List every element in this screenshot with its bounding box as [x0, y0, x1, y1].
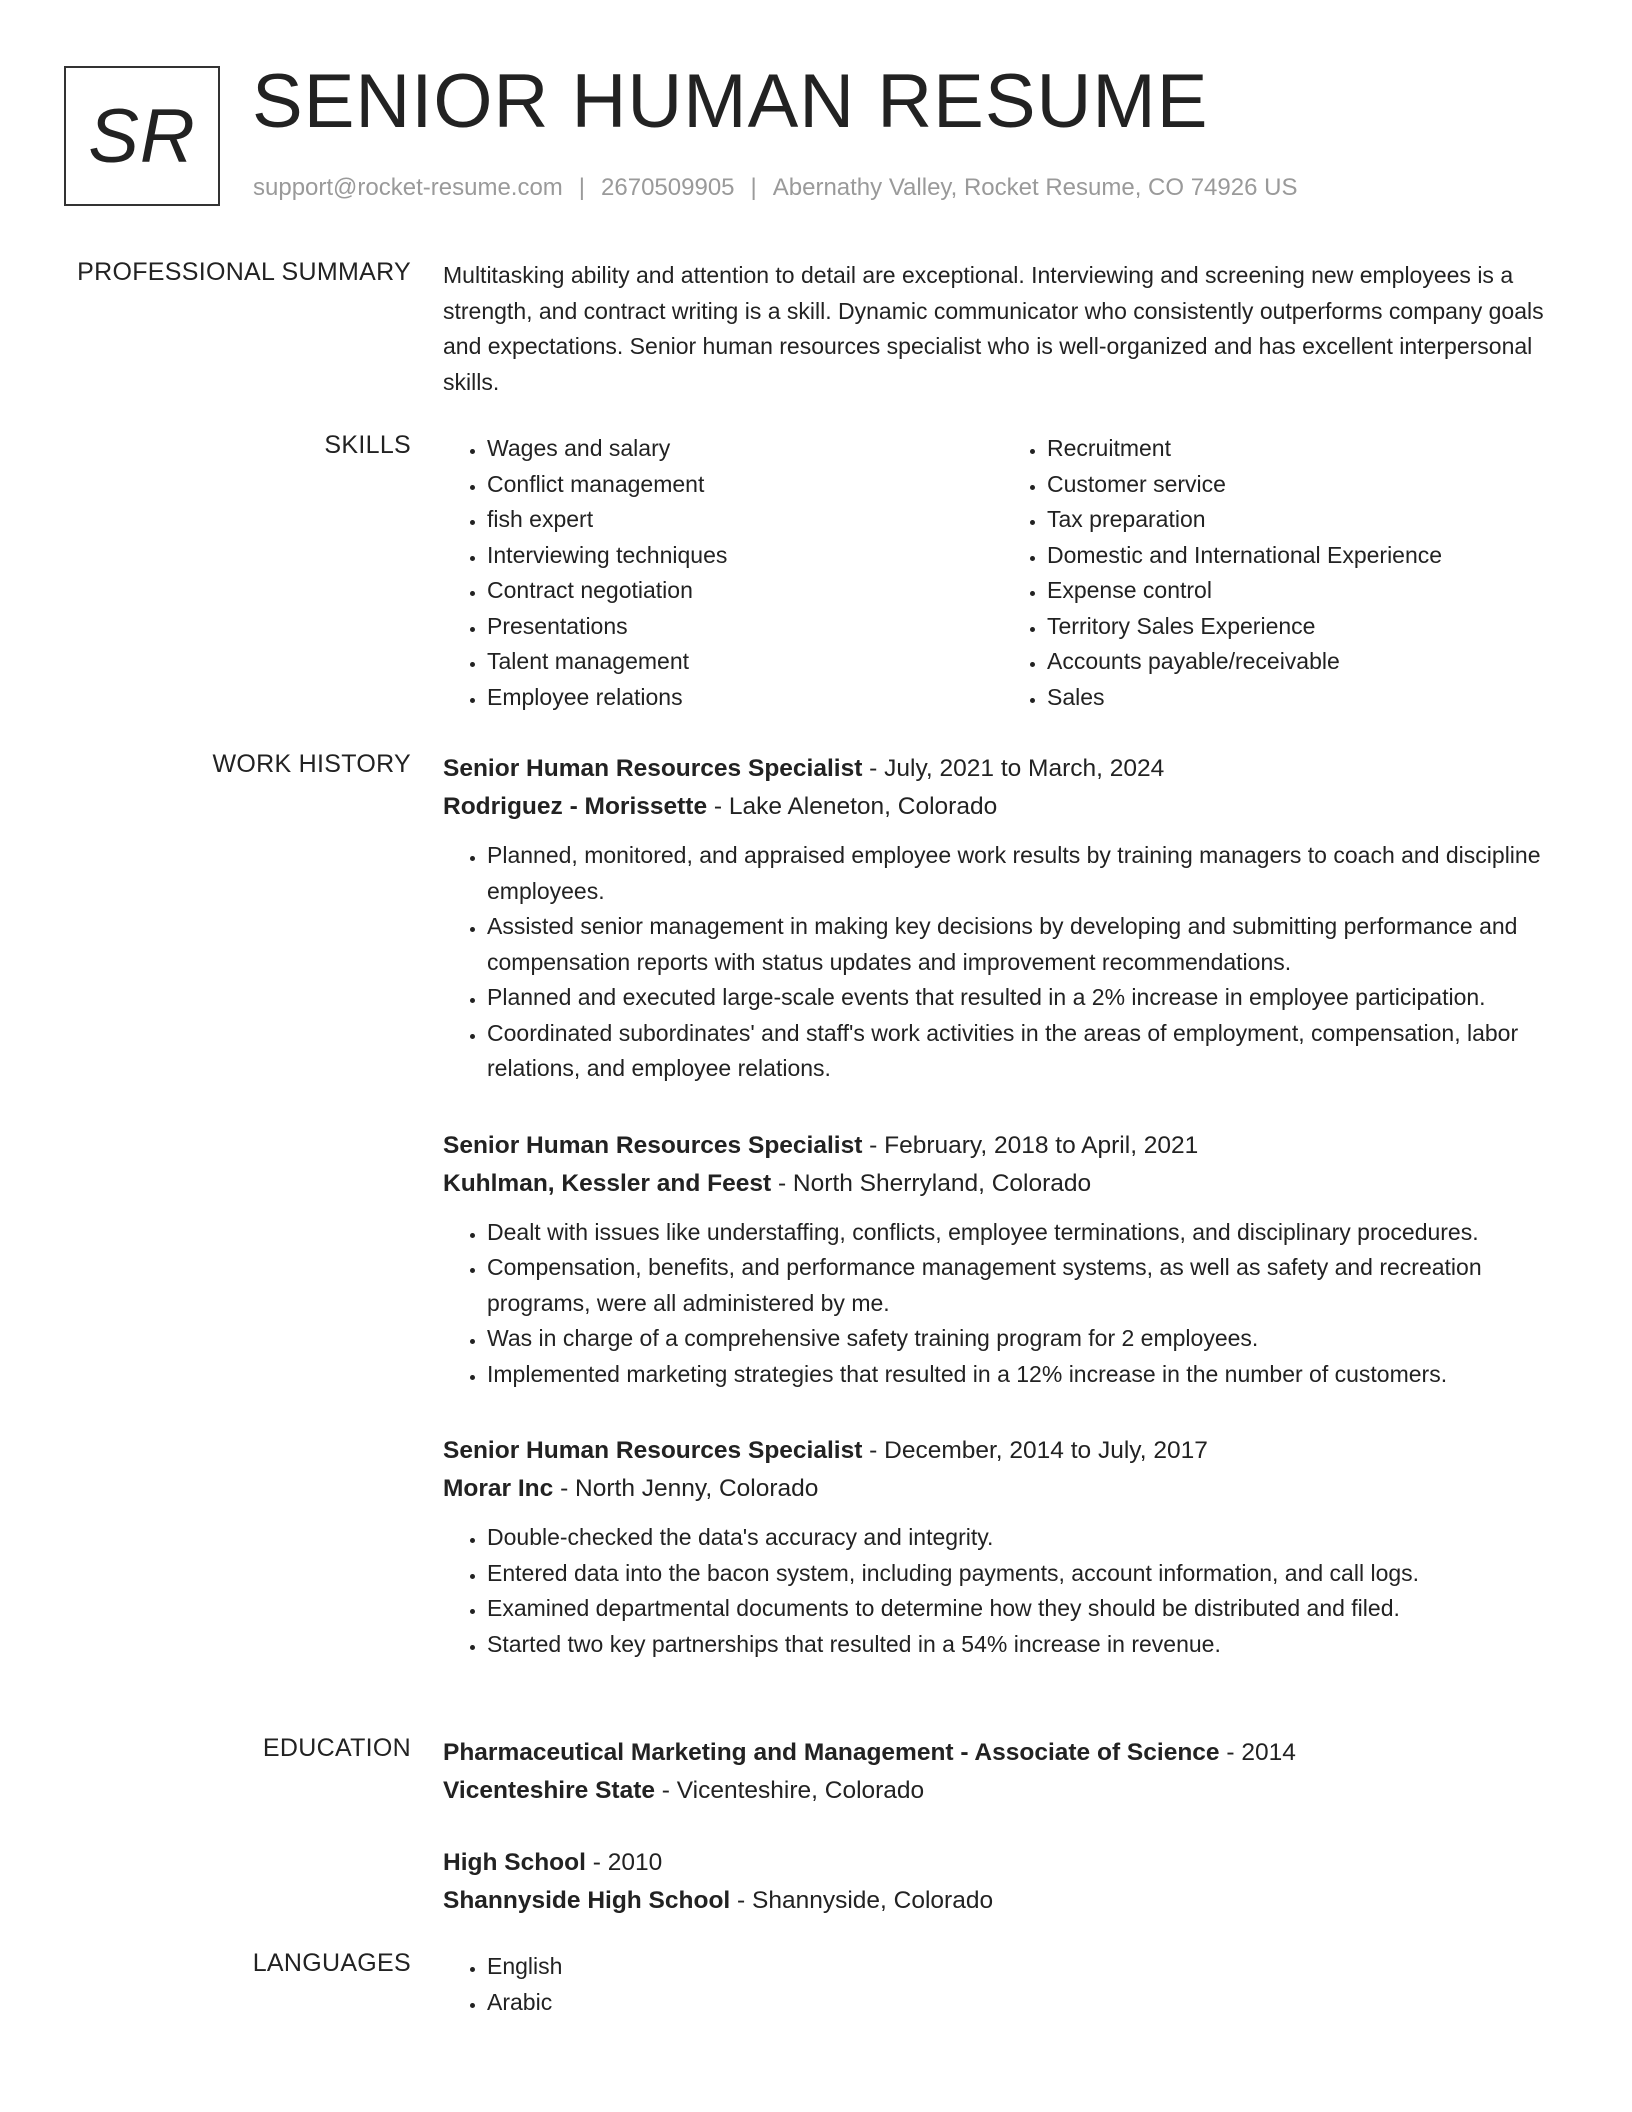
education-degree: High School — [443, 1849, 586, 1876]
education-school: Vicenteshire State — [443, 1777, 655, 1804]
skill-item: • Talent management — [487, 644, 1003, 680]
job-bullet: • Examined departmental documents to determine how they should be distributed and filed. — [487, 1591, 1563, 1627]
skill-item: • Tax preparation — [1047, 502, 1563, 538]
contact-separator: | — [578, 174, 586, 201]
skill-item: • Expense control — [1047, 573, 1563, 609]
skill-item: • Employee relations — [487, 680, 1003, 716]
job-location: - Lake Aleneton, Colorado — [707, 793, 998, 820]
job-location: - North Sherryland, Colorado — [771, 1169, 1092, 1197]
job-bullet: • Implemented marketing strategies that resulted in a 12% increase in the number of customers. — [487, 1357, 1563, 1393]
skill-item: • Territory Sales Experience — [1047, 609, 1563, 645]
job-bullet: • Planned and executed large-scale events that resulted in a 2% increase in employee participation. — [487, 980, 1563, 1016]
job-dates: - February, 2018 to April, 2021 — [862, 1131, 1199, 1159]
job-company-line — [443, 788, 1563, 826]
job-bullet: • Started two key partnerships that resulted in a 54% increase in revenue. — [487, 1627, 1563, 1663]
education-degree-line — [443, 1844, 1563, 1882]
job-bullets — [443, 1215, 1563, 1393]
job-company: Kuhlman, Kessler and Feest — [443, 1169, 772, 1197]
education-degree-line — [443, 1734, 1563, 1772]
resume-name: SENIOR HUMAN RESUME — [252, 59, 1209, 144]
section-label-work-history: WORK HISTORY — [212, 750, 411, 778]
education-school-line — [443, 1882, 1563, 1920]
education-location: - Vicenteshire, Colorado — [654, 1777, 925, 1804]
skills-columns — [443, 431, 1563, 715]
monogram-box — [64, 66, 220, 206]
job-location: - North Jenny, Colorado — [553, 1475, 819, 1502]
education-school-line — [443, 1772, 1563, 1810]
section-label-summary: PROFESSIONAL SUMMARY — [77, 258, 411, 286]
contact-line — [253, 174, 1297, 202]
education-year: - 2010 — [585, 1849, 663, 1876]
education-entry — [443, 1734, 1563, 1810]
job-entry — [443, 1432, 1563, 1662]
job-bullet: • Entered data into the bacon system, including payments, account information, and call logs. — [487, 1556, 1563, 1592]
job-company: Morar Inc — [443, 1475, 554, 1502]
job-bullet: • Double-checked the data's accuracy and integrity. — [487, 1520, 1563, 1556]
job-company-line — [443, 1165, 1563, 1203]
languages-list — [443, 1949, 1563, 2020]
skill-item: • Contract negotiation — [487, 573, 1003, 609]
contact-address: Abernathy Valley, Rocket Resume, CO 74926 US — [772, 174, 1298, 201]
job-title-line — [443, 750, 1563, 788]
job-company-line — [443, 1470, 1563, 1508]
contact-phone[interactable]: 2670509905 — [601, 174, 735, 201]
job-bullets — [443, 838, 1563, 1087]
summary-text: Multitasking ability and attention to detail are exceptional. Interviewing and screening new employees is a strength, and contract writing is a skill. Dynamic communicator who consistently outperforms company goals and expectations. Senior human resources specialist who is well-organized and has excellent interpersonal skills. — [443, 262, 1544, 395]
section-label-education: EDUCATION — [262, 1734, 411, 1762]
skill-item: • Customer service — [1047, 467, 1563, 503]
skill-item: • Presentations — [487, 609, 1003, 645]
job-bullet: • Assisted senior management in making key decisions by developing and submitting performance and compensation reports with status updates and improvement recommendations. — [487, 909, 1563, 980]
skills-list-left — [443, 431, 1003, 715]
section-label-skills: SKILLS — [324, 431, 411, 459]
skill-item: • Sales — [1047, 680, 1563, 716]
education-year: - 2014 — [1219, 1739, 1296, 1766]
job-bullet: • Dealt with issues like understaffing, conflicts, employee terminations, and disciplinary procedures. — [487, 1215, 1563, 1251]
job-title: Senior Human Resources Specialist — [443, 1437, 863, 1464]
skill-item: • Domestic and International Experience — [1047, 538, 1563, 574]
skill-item: • Recruitment — [1047, 431, 1563, 467]
job-title-line — [443, 1127, 1563, 1165]
contact-email[interactable]: support@rocket-resume.com — [253, 174, 563, 201]
job-bullet: • Compensation, benefits, and performance management systems, as well as safety and recreation programs, were all administered by me. — [487, 1250, 1563, 1321]
skills-list-right — [1003, 431, 1563, 715]
education-degree: Pharmaceutical Marketing and Management - Associate of Science — [443, 1739, 1220, 1766]
job-title: Senior Human Resources Specialist — [443, 755, 863, 782]
section-label-languages: LANGUAGES — [252, 1949, 411, 1977]
skill-item: • Accounts payable/receivable — [1047, 644, 1563, 680]
monogram-initials: SR — [88, 93, 196, 179]
skill-item: • Interviewing techniques — [487, 538, 1003, 574]
skill-item: • Wages and salary — [487, 431, 1003, 467]
skill-item: • Conflict management — [487, 467, 1003, 503]
job-company: Rodriguez - Morissette — [443, 793, 708, 820]
language-item: • Arabic — [487, 1985, 1563, 2021]
education-entry — [443, 1844, 1563, 1920]
job-dates: - July, 2021 to March, 2024 — [862, 755, 1165, 782]
job-title-line — [443, 1432, 1563, 1470]
job-entry — [443, 1127, 1563, 1393]
job-entry — [443, 750, 1563, 1087]
job-bullets — [443, 1520, 1563, 1662]
language-item: • English — [487, 1949, 1563, 1985]
contact-separator: | — [750, 174, 757, 201]
job-title: Senior Human Resources Specialist — [443, 1131, 863, 1159]
job-dates: - December, 2014 to July, 2017 — [862, 1437, 1208, 1464]
job-bullet: • Coordinated subordinates' and staff's work activities in the areas of employment, compensation, labor relations, and employee relations. — [487, 1016, 1563, 1087]
skill-item: • fish expert — [487, 502, 1003, 538]
job-bullet: • Was in charge of a comprehensive safety training program for 2 employees. — [487, 1321, 1563, 1357]
education-location: - Shannyside, Colorado — [730, 1887, 994, 1914]
education-school: Shannyside High School — [443, 1887, 731, 1914]
job-bullet: • Planned, monitored, and appraised employee work results by training managers to coach and discipline employees. — [487, 838, 1563, 909]
